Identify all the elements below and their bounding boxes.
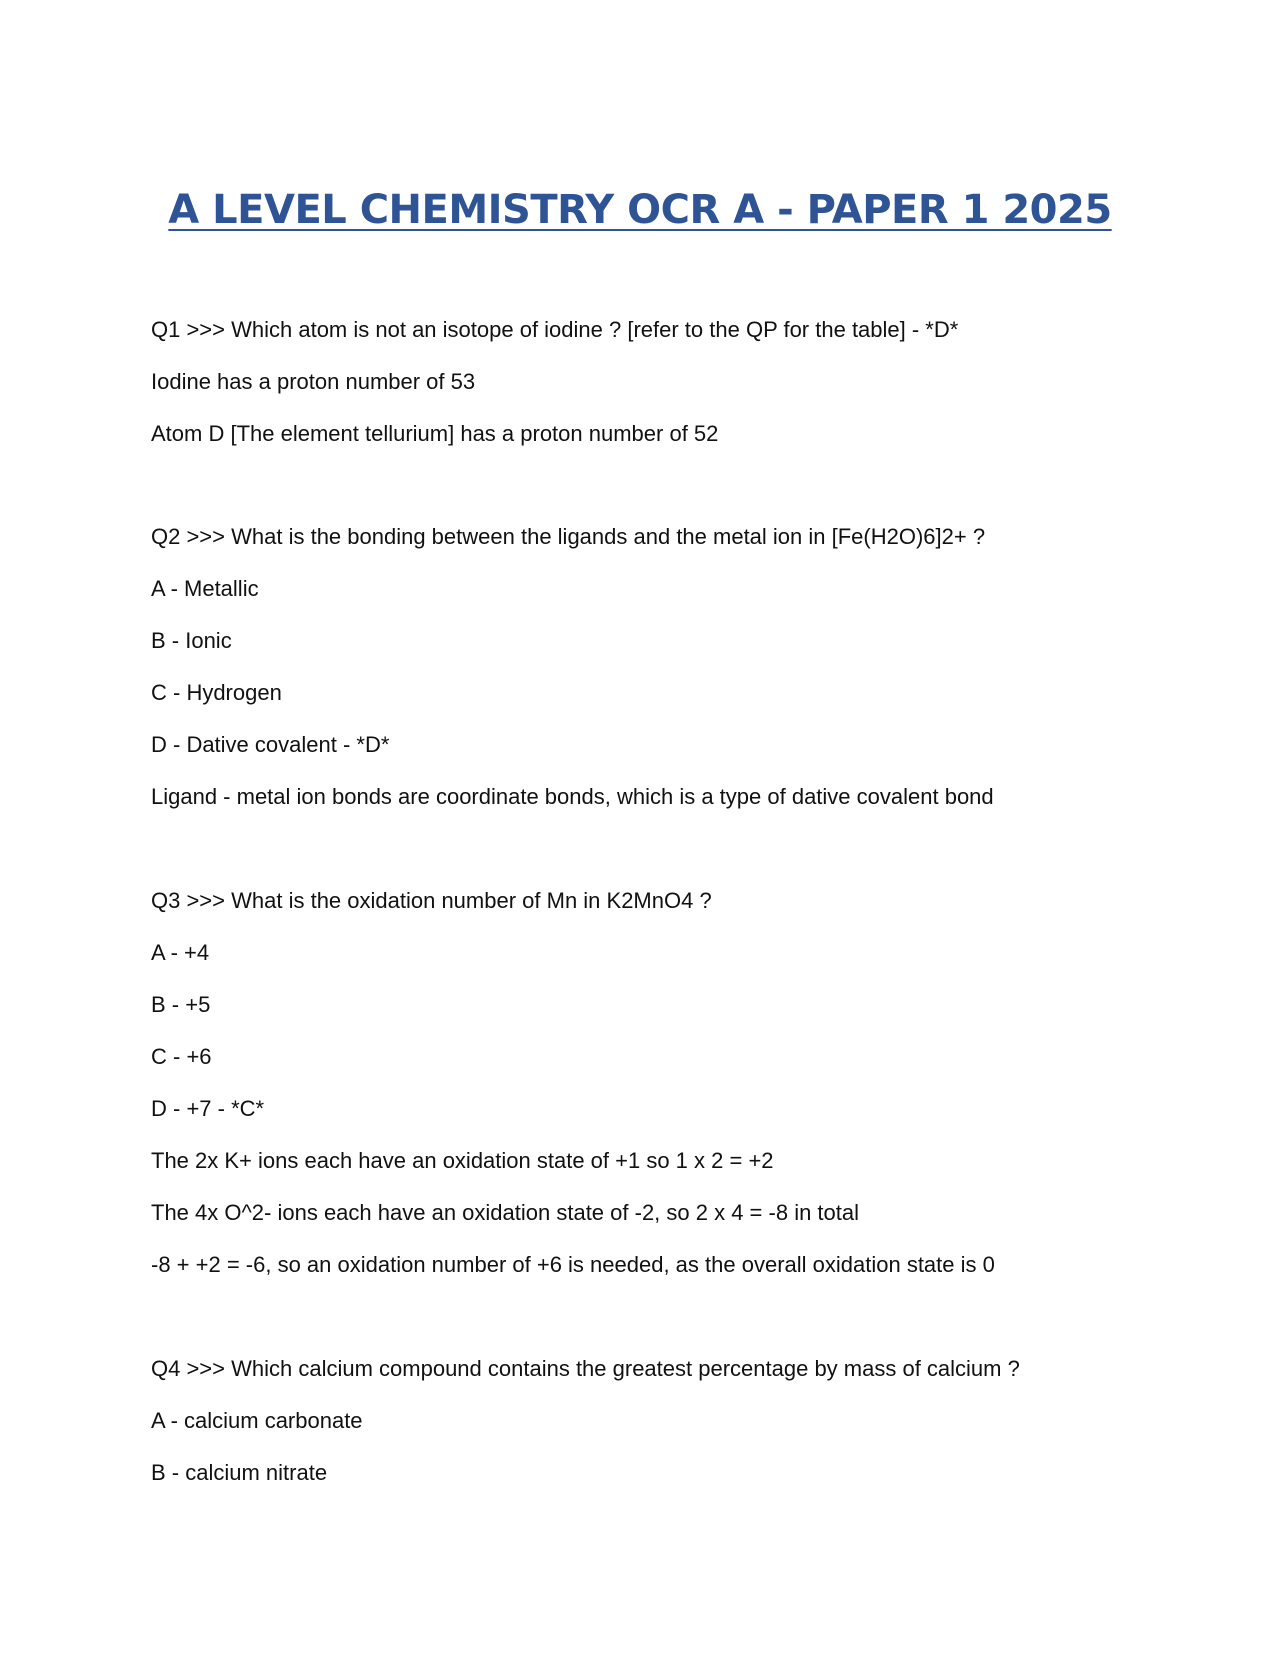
document-title: A LEVEL CHEMISTRY OCR A - PAPER 1 2025 [168, 187, 1112, 233]
q4-option-b: B - calcium nitrate [151, 1460, 328, 1485]
q3-explanation-2: The 4x O^2- ions each have an oxidation state of -2, so 2 x 4 = -8 in total [151, 1200, 860, 1225]
q2-option-b: B - Ionic [151, 628, 232, 653]
q2-prompt: Q2 >>> What is the bonding between the ligands and the metal ion in [Fe(H2O)6]2+ ? [151, 524, 986, 549]
q2-explanation: Ligand - metal ion bonds are coordinate bonds, which is a type of dative covalent bond [151, 784, 994, 809]
q2-option-d: D - Dative covalent - *D* [151, 732, 390, 757]
q3-option-a: A - +4 [151, 940, 210, 965]
q3-explanation-1: The 2x K+ ions each have an oxidation state of +1 so 1 x 2 = +2 [151, 1148, 774, 1173]
q1-line-1: Iodine has a proton number of 53 [151, 369, 476, 394]
q2-option-c: C - Hydrogen [151, 680, 282, 705]
q3-option-b: B - +5 [151, 992, 211, 1017]
q3-explanation-3: -8 + +2 = -6, so an oxidation number of +6 is needed, as the overall oxidation state is 0 [151, 1252, 995, 1277]
q1-prompt: Q1 >>> Which atom is not an isotope of iodine ? [refer to the QP for the table] - *D* [151, 317, 959, 342]
q3-option-d: D - +7 - *C* [151, 1096, 265, 1121]
q3-option-c: C - +6 [151, 1044, 212, 1069]
q4-prompt: Q4 >>> Which calcium compound contains the greatest percentage by mass of calcium ? [151, 1356, 1020, 1381]
q4-option-a: A - calcium carbonate [151, 1408, 363, 1433]
q3-prompt: Q3 >>> What is the oxidation number of Mn in K2MnO4 ? [151, 888, 712, 913]
q1-line-2: Atom D [The element tellurium] has a proton number of 52 [151, 421, 719, 446]
q2-option-a: A - Metallic [151, 576, 259, 601]
